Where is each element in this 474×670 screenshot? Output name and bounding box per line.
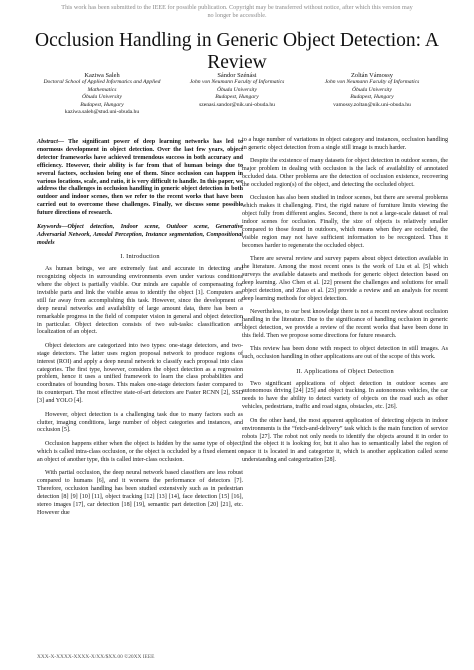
author-email[interactable]: vamossy.zoltan@nik.uni-obuda.hu	[333, 101, 411, 108]
abstract	[37, 139, 243, 218]
paragraph: On the other hand, the most apparent application of detecting objects in indoor environments is the “fetch-and-delivery” task which is the main function of service robots [27]. The robot not only needs to identify the objects around it in order to find the object it is looking for, but it also has to semantically label the region of space it is located in and categorize it, which is another application called scene understanding and categorization [28].	[242, 417, 448, 464]
section-heading-introduction: I. Introduction	[120, 253, 160, 261]
author-affiliation: John von Neumann Faculty of Informatics	[324, 79, 420, 86]
paragraph: As human beings, we are extremely fast and accurate in detecting and recognizing objects in surrounding environments even under various conditions where the object is partially visible. Our minds are capable of compensating for invisible parts and link the visible areas to identify the object [1]. Computers are still far away from accomplishing this task. However, since the development of deep neural networks and availability of large amount data, there has been a remarkable progress in the field of computer vision in general and object detection in particular. Object detection consists of two sub-tasks: classification and localization of an object.	[37, 266, 243, 336]
author-name: Kaziwa Saleh	[84, 72, 120, 79]
author-name: Sándor Szénási	[217, 72, 257, 79]
author-email[interactable]: kaziwa.saleh@stud.uni-obuda.hu	[64, 109, 140, 116]
paragraph: With partial occlusion, the deep neural network based classifiers are less robust compared to humans [6], and it worsens the performance of detectors [7]. Therefore, occlusion handling has been studied extensively such as in pedestrian detection [8] [9] [10] [11], object tracking [12] [13] [14], face detection [15] [16], stereo images [17], car detection [18] [19], semantic part detection [20] [21], etc. However due	[37, 470, 243, 516]
paragraph: Occlusion has also been studied in indoor scenes, but there are several problems which makes it challenging. First, the rigid nature of furniture limits viewing the object fully from different angles. Second, there is not a large-scale dataset of real indoor scenes for occlusion. Finally, the size of objects is relatively smaller compared to those found in outdoors, which means when they are occluded, the visible region may not have sufficient information to be recognized. Thus it becomes harder to regenerate the occluded object.	[242, 195, 448, 249]
author-university: Óbuda University	[217, 86, 257, 93]
author-email[interactable]: szenasi.sandor@nik.uni-obuda.hu	[199, 101, 275, 108]
copyright-notice: This work has been submitted to the IEEE for possible publication. Copyright may be transferred without notice, after which this version may no longer be accessible.	[61, 4, 413, 19]
author-city: Budapest, Hungary	[215, 94, 259, 101]
paragraph: Two significant applications of object detection in outdoor scenes are autonomous driving [24] [25] and object tracking. In autonomous vehicles, the car needs to have the ability to detect variety of objects on the road such as other vehicles, pedestrians, traffic and road signs, obstacles, etc. [26].	[242, 380, 448, 411]
author-name: Zoltán Vámossy	[351, 72, 393, 79]
abstract-text: The significant power of deep learning networks has led to enormous development in object detection. Over the last few years, object detector frameworks have achieved tremendous success in both accuracy and efficiency. However, their ability is far from that of human beings due to several factors, occlusion being one of them. Since occlusion can happen in various locations, scale, and ratio, it is very difficult to handle. In this paper, we address the challenges in occlusion handling in generic object detection in both outdoor and indoor scenes, then we refer to the recent works that have been carried out to overcome these challenges. Finally, we discuss some possible future directions of research.	[37, 139, 243, 217]
paragraph: However, object detection is a challenging task due to many factors such as clutter, imaging conditions, large number of object categories and instances, and occlusion [5].	[37, 411, 243, 434]
author-city: Budapest, Hungary	[80, 101, 124, 108]
paragraph: Occlusion happens either when the object is hidden by the same type of object, which is called intra-class occlusion, or the object is occluded by a fixed element or an object of another type, this is called inter-class occlusion.	[37, 440, 243, 463]
paragraph: Despite the existence of many datasets for object detection in outdoor scenes, the major problem in dealing with occlusion is the lack of availability of annotated occluded data. Other problems are the detection of occlusion existence, recovering the occluded region(s) of the object, and detecting the occluded object.	[242, 158, 448, 189]
paragraph: Nevertheless, to our best knowledge there is not a recent review about occlusion handling in the literature. Due to the significance of handling occlusion in generic object detection, we provide a review of the recent works that have been done in this field. Then we propose some directions for future research.	[242, 309, 448, 339]
section-heading-applications: II. Applications of Object Detection	[296, 367, 394, 375]
abstract-lead: Abstract—	[37, 139, 65, 145]
author-affiliation: John von Neumann Faculty of Informatics	[189, 79, 285, 86]
author-university: Óbuda University	[352, 86, 392, 93]
paragraph: to a huge number of variations in object category and instances, occlusion handling in generic object detection from a single still image is much harder.	[242, 137, 448, 151]
paper-title: Occlusion Handling in Generic Object Detection: A Review	[35, 30, 439, 73]
copyright-footer: XXX-X-XXXX-XXXX-X/XX/$XX.00 ©20XX IEEE	[37, 654, 155, 660]
author-3	[306, 72, 438, 116]
author-2	[171, 72, 303, 116]
paragraph: There are several review and survey papers about object detection available in the literature. Among the most recent ones is the work of Liu et al. [5] which surveys the available datasets and methods for generic object detection based on deep learning. Also Chen et al. [22] present the challenges and solutions for small object detection, and Zhao et al. [23] provide a review and an analysis for recent deep learning methods for object detection.	[242, 256, 448, 302]
author-block	[36, 72, 438, 116]
author-1	[36, 72, 168, 116]
author-university: Óbuda University	[82, 94, 122, 101]
author-affiliation: Doctoral School of Applied Informatics and Applied Mathematics	[43, 79, 161, 93]
keywords: Keywords—Object detection, Indoor scene, Outdoor scene, Generative Adversarial Network, Amodal Perception, Instance segmentation, Compositional models	[37, 224, 243, 246]
paragraph: This review has been done with respect to object detection in still images. As such, occlusion handling in other applications are out of the scope of this work.	[242, 346, 448, 361]
paragraph: Object detectors are categorized into two types: one-stage detectors, and two-stage detectors. The latter uses region proposal network to produce regions of interest (ROI) and apply a deep neural network to classify each proposal into class categories. The first type, however, considers the object detection as a regression problem, hence it uses a unified framework to learn the class probabilities and coordinates of bounding boxes. This makes one-stage detectors faster compared to its counterpart. The most effective state-of-art detectors are Faster RCNN [2], SSD [3] and YOLO [4].	[37, 342, 243, 405]
right-column	[242, 137, 448, 471]
author-city: Budapest, Hungary	[350, 94, 394, 101]
left-column	[37, 139, 243, 523]
